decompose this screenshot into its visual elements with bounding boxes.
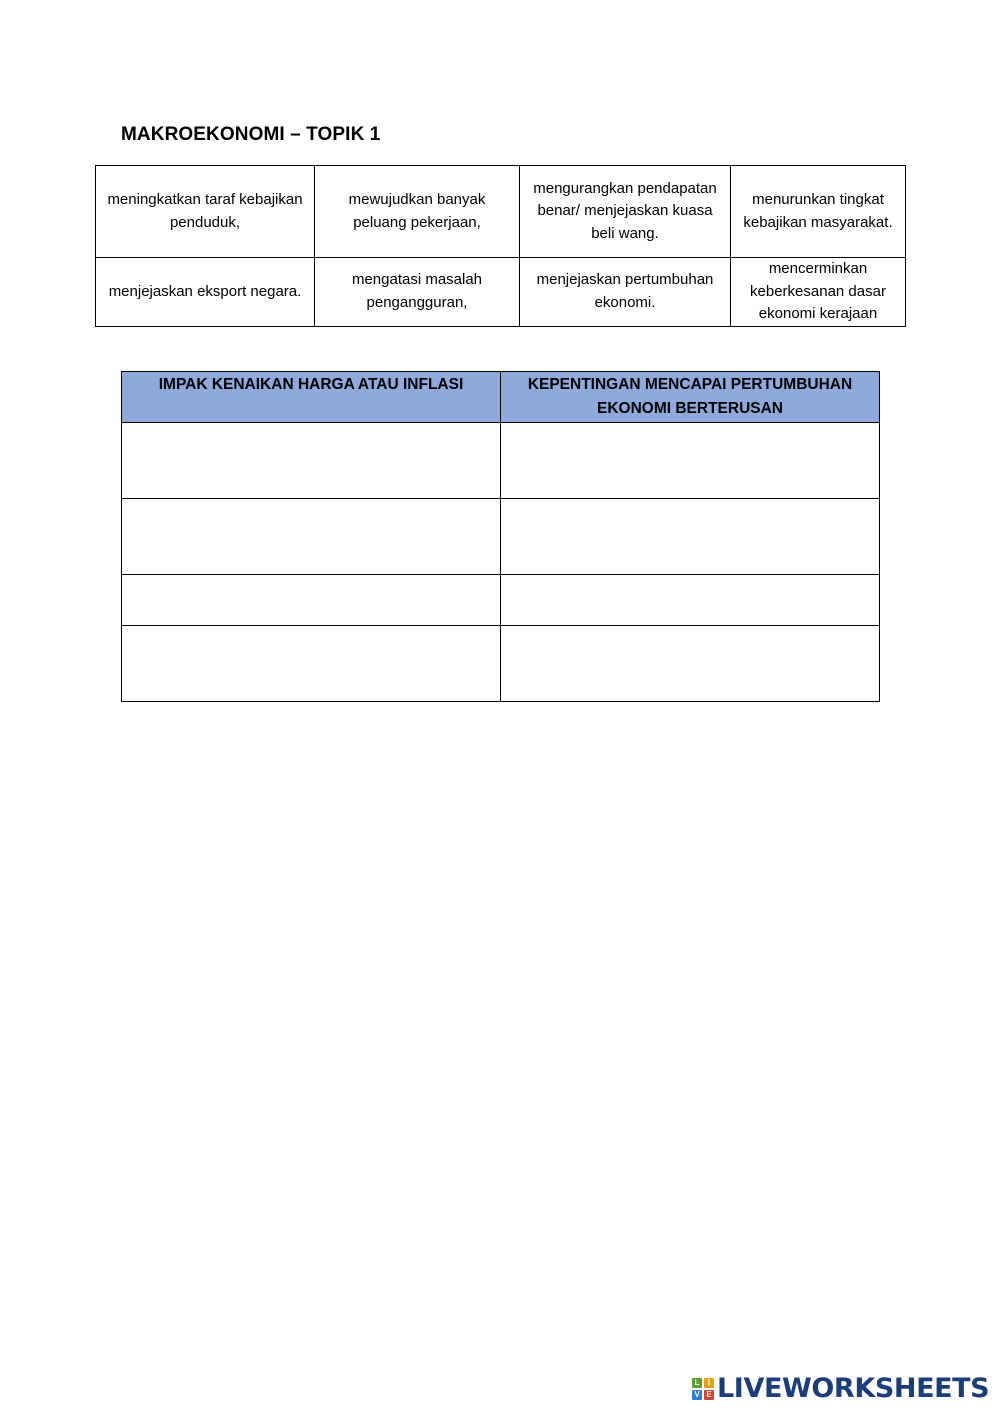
answer-drop-cell-impak[interactable] <box>122 626 501 702</box>
answer-drop-cell-impak[interactable] <box>122 575 501 626</box>
answer-row <box>122 626 880 702</box>
logo-letter: L <box>692 1378 702 1388</box>
page-title: MAKROEKONOMI – TOPIK 1 <box>121 124 381 145</box>
word-bank-cell[interactable]: menjejaskan pertumbuhan ekonomi. <box>520 258 731 327</box>
answer-drop-cell-kepentingan[interactable] <box>501 626 880 702</box>
logo-letter: V <box>692 1390 702 1400</box>
word-bank-cell[interactable]: mengurangkan pendapatan benar/ menjejaskan kuasa beli wang. <box>520 166 731 258</box>
answer-drop-cell-kepentingan[interactable] <box>501 499 880 575</box>
word-bank-cell[interactable]: meningkatkan taraf kebajikan penduduk, <box>96 166 315 258</box>
logo-letter: I <box>704 1378 714 1388</box>
word-bank-cell[interactable]: menurunkan tingkat kebajikan masyarakat. <box>731 166 906 258</box>
word-bank-cell[interactable]: mengatasi masalah pengangguran, <box>315 258 520 327</box>
liveworksheets-logo <box>692 1373 989 1404</box>
word-bank-row <box>96 166 906 258</box>
answer-drop-cell-kepentingan[interactable] <box>501 575 880 626</box>
logo-letter: E <box>704 1390 714 1400</box>
answer-row <box>122 575 880 626</box>
word-bank-cell[interactable]: mencerminkan keberkesanan dasar ekonomi kerajaan <box>731 258 906 327</box>
word-bank-table <box>95 165 906 327</box>
word-bank-cell[interactable]: menjejaskan eksport negara. <box>96 258 315 327</box>
answer-drop-cell-kepentingan[interactable] <box>501 423 880 499</box>
answer-drop-cell-impak[interactable] <box>122 423 501 499</box>
header-impak-inflasi: IMPAK KENAIKAN HARGA ATAU INFLASI <box>122 372 501 423</box>
word-bank-cell[interactable]: mewujudkan banyak peluang pekerjaan, <box>315 166 520 258</box>
answer-row <box>122 423 880 499</box>
live-blocks-icon <box>692 1378 714 1400</box>
brand-name: LIVEWORKSHEETS <box>717 1373 990 1404</box>
header-kepentingan-pertumbuhan: KEPENTINGAN MENCAPAI PERTUMBUHAN EKONOMI BERTERUSAN <box>501 372 880 423</box>
answer-table-header-row <box>122 372 880 423</box>
word-bank-row <box>96 258 906 327</box>
answer-drop-cell-impak[interactable] <box>122 499 501 575</box>
answer-row <box>122 499 880 575</box>
answer-table <box>121 371 880 702</box>
